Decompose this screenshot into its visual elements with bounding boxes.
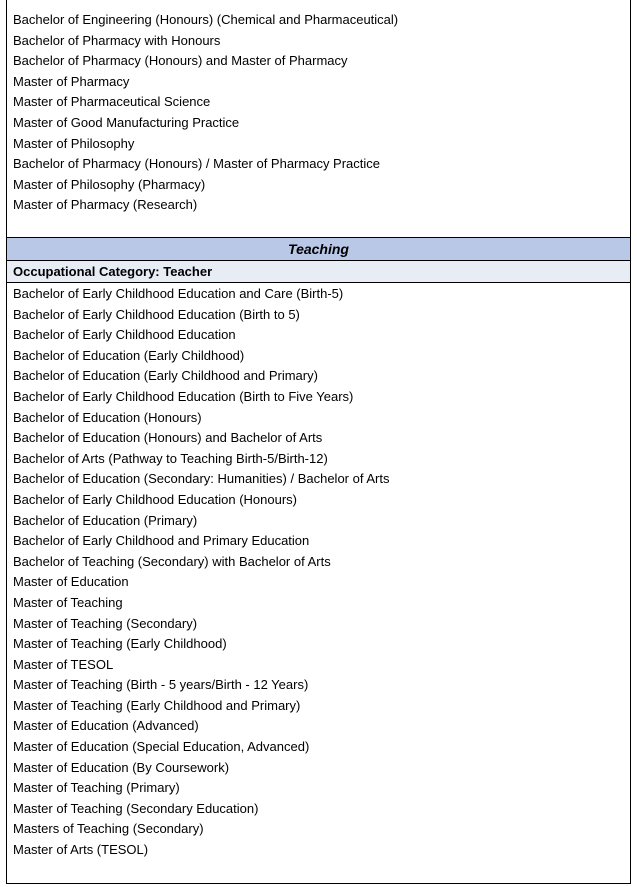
list-item: Master of Teaching (Secondary) [13, 615, 198, 631]
teaching-qualifications-list [7, 283, 630, 861]
list-item: Masters of Teaching (Secondary) [13, 821, 204, 837]
list-item: Master of Teaching (Primary) [13, 780, 180, 796]
list-item: Bachelor of Early Childhood Education (Birth to 5) [13, 306, 300, 322]
list-item: Bachelor of Pharmacy (Honours) and Master of Pharmacy [13, 53, 348, 69]
list-item: Bachelor of Early Childhood Education [13, 327, 236, 343]
list-item: Master of Pharmacy [13, 73, 130, 89]
list-item: Bachelor of Education (Early Childhood and Primary) [13, 368, 318, 384]
list-item: Master of Good Manufacturing Practice [13, 114, 240, 130]
list-item: Master of Arts (TESOL) [13, 842, 149, 858]
occupational-category: Occupational Category: Teacher [7, 261, 630, 283]
list-item: Bachelor of Pharmacy (Honours) / Master of Pharmacy Practice [13, 156, 381, 172]
list-item: Master of Education (By Coursework) [13, 759, 230, 775]
list-item: Master of TESOL [13, 656, 114, 672]
list-item: Master of Pharmaceutical Science [13, 94, 211, 110]
list-item: Bachelor of Early Childhood and Primary Education [13, 533, 310, 549]
list-item: Master of Philosophy (Pharmacy) [13, 176, 206, 192]
list-item: Bachelor of Education (Secondary: Humanities) / Bachelor of Arts [13, 471, 390, 487]
list-item: Bachelor of Education (Honours) [13, 409, 202, 425]
list-item: Master of Education [13, 574, 129, 590]
list-item: Master of Teaching (Early Childhood and Primary) [13, 697, 301, 713]
list-item: Master of Education (Advanced) [13, 718, 199, 734]
list-item: Master of Pharmacy (Research) [13, 197, 198, 213]
list-item: Bachelor of Education (Honours) and Bachelor of Arts [13, 430, 323, 446]
list-item: Master of Teaching (Early Childhood) [13, 636, 227, 652]
list-item: Bachelor of Early Childhood Education and Care (Birth-5) [13, 286, 344, 301]
list-item: Bachelor of Engineering (Honours) (Chemical and Pharmaceutical) [13, 12, 399, 27]
list-item: Master of Teaching [13, 594, 123, 610]
qualifications-table [6, 0, 631, 884]
pharmacy-qualifications-list [7, 0, 630, 238]
list-item: Bachelor of Pharmacy with Honours [13, 32, 221, 48]
list-item: Bachelor of Teaching (Secondary) with Bachelor of Arts [13, 553, 331, 569]
list-item: Bachelor of Early Childhood Education (Honours) [13, 491, 297, 507]
list-item: Bachelor of Education (Primary) [13, 512, 198, 528]
list-item: Bachelor of Early Childhood Education (Birth to Five Years) [13, 388, 354, 404]
list-item: Master of Philosophy [13, 135, 135, 151]
list-item: Bachelor of Arts (Pathway to Teaching Birth-5/Birth-12) [13, 450, 328, 466]
list-item: Master of Teaching (Birth - 5 years/Birth - 12 Years) [13, 677, 309, 693]
list-item: Master of Education (Special Education, Advanced) [13, 739, 310, 755]
list-item: Master of Teaching (Secondary Education) [13, 800, 259, 816]
list-item: Bachelor of Education (Early Childhood) [13, 347, 245, 363]
section-header-teaching: Teaching [7, 238, 630, 261]
